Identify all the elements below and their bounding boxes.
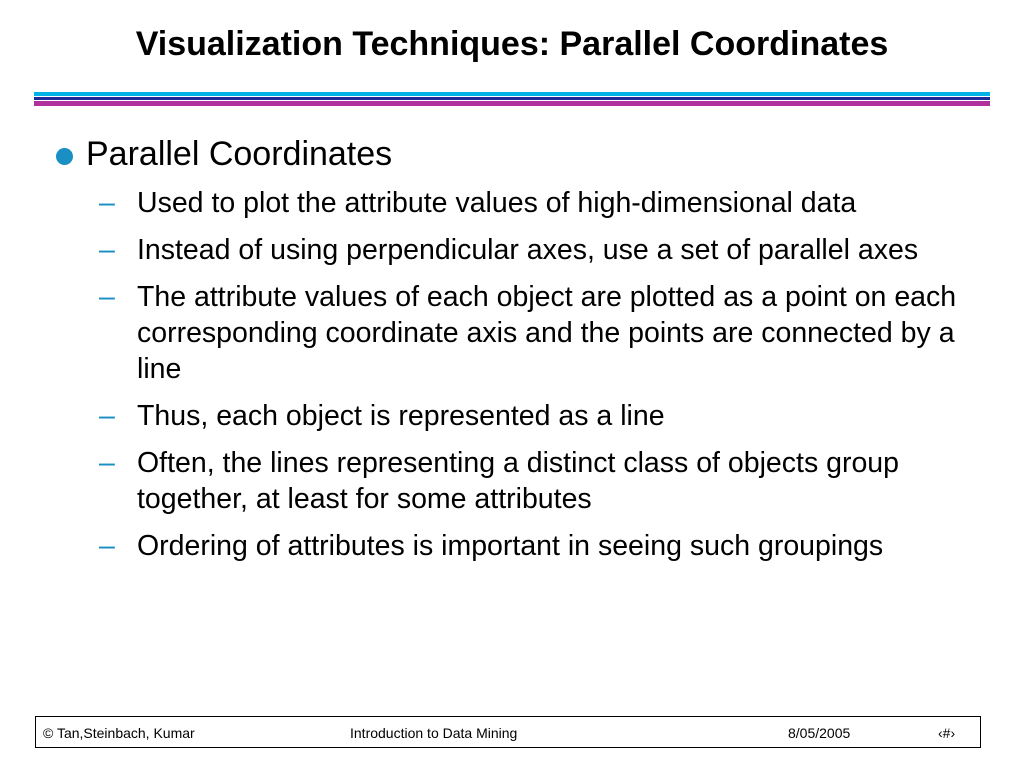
sub-bullet-text: Ordering of attributes is important in seeing such groupings	[137, 530, 884, 562]
title-rule-magenta	[34, 101, 990, 106]
title-rule-navy	[34, 97, 990, 100]
slide-title: Visualization Techniques: Parallel Coordinates	[135, 25, 889, 63]
dash-icon: –	[99, 400, 115, 432]
slide-footer	[35, 716, 981, 748]
sub-bullet-item	[96, 185, 976, 221]
bullet-dot-icon	[56, 148, 73, 165]
footer-course: Introduction to Data Mining	[350, 725, 518, 741]
footer-date: 8/05/2005	[788, 725, 851, 741]
main-bullet-text: Parallel Coordinates	[86, 135, 393, 173]
dash-icon: –	[99, 234, 115, 266]
sub-bullet-list	[96, 185, 976, 575]
dash-icon: –	[99, 187, 115, 219]
sub-bullet-item	[96, 232, 976, 268]
main-bullet	[56, 133, 986, 177]
footer-page-number: ‹#›	[938, 725, 956, 741]
sub-bullet-item	[96, 398, 976, 434]
sub-bullet-text: Instead of using perpendicular axes, use a set of parallel axes	[137, 234, 919, 266]
sub-bullet-text: The attribute values of each object are plotted as a point on each corresponding coordinate axis and the points are connected by a line	[137, 281, 957, 385]
dash-icon: –	[99, 530, 115, 562]
footer-copyright: © Tan,Steinbach, Kumar	[43, 725, 195, 741]
sub-bullet-item	[96, 445, 976, 517]
dash-icon: –	[99, 447, 115, 479]
title-rule-cyan	[34, 92, 990, 96]
sub-bullet-text: Used to plot the attribute values of high-dimensional data	[137, 187, 857, 219]
sub-bullet-item	[96, 279, 976, 387]
sub-bullet-item	[96, 528, 976, 564]
dash-icon: –	[99, 281, 115, 313]
sub-bullet-text: Thus, each object is represented as a line	[137, 400, 665, 432]
sub-bullet-text: Often, the lines representing a distinct class of objects group together, at least for some attributes	[137, 447, 899, 515]
